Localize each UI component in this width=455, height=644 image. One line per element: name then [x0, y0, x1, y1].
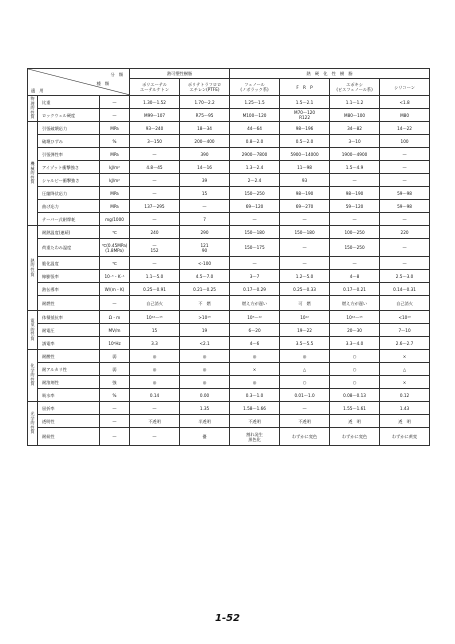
property-value: 39	[180, 174, 230, 187]
resin-property-table	[27, 68, 430, 446]
property-value: ◎	[180, 363, 230, 376]
property-name: 曲げ応力	[38, 200, 100, 213]
property-value: 0.25〜0.91	[130, 283, 180, 296]
property-value: —	[330, 213, 380, 226]
property-value: 59〜98	[380, 187, 430, 200]
table-row	[28, 239, 430, 257]
property-value: 自己消火	[380, 296, 430, 311]
property-value: 69〜270	[280, 200, 330, 213]
property-name: 熱伝導率	[38, 283, 100, 296]
property-unit: 10⁻⁵・K⁻¹	[100, 270, 130, 283]
property-value: 3.3	[130, 337, 180, 350]
property-value: 14〜16	[180, 161, 230, 174]
property-name: アイゾット衝撃強さ	[38, 161, 100, 174]
property-value: —	[130, 187, 180, 200]
property-value: 18〜34	[180, 122, 230, 135]
property-value: 3.3〜4.0	[330, 337, 380, 350]
property-value: —	[180, 200, 230, 213]
property-value: 220	[380, 226, 430, 239]
property-value: 240	[130, 226, 180, 239]
property-value: 0.17〜0.29	[230, 283, 280, 296]
property-value: 10¹⁴〜¹⁵	[130, 311, 180, 324]
thermoplastic-header: 熱可塑性樹脂	[130, 69, 230, 79]
property-value: 1.25〜1.5	[230, 96, 280, 109]
property-value: わずかに黄変	[380, 428, 430, 446]
property-name: 耐酸性	[38, 350, 100, 363]
property-value: 93	[280, 174, 330, 187]
property-value: 137〜295	[130, 200, 180, 213]
property-value: 透 明	[330, 415, 380, 428]
property-name: 引張破壊応力	[38, 122, 100, 135]
property-value: ◎	[130, 363, 180, 376]
property-value: <1.8	[380, 96, 430, 109]
property-value: 100	[380, 135, 430, 148]
property-value: >10¹⁶	[180, 311, 230, 324]
table-row	[28, 148, 430, 161]
property-name: 耐燃性	[38, 296, 100, 311]
property-value: —	[380, 239, 430, 257]
property-value: —	[380, 161, 430, 174]
property-value: 燃え方が遅い	[330, 296, 380, 311]
property-value: 0.3〜1.0	[230, 389, 280, 402]
property-value: 半透明	[180, 415, 230, 428]
table-row	[28, 324, 430, 337]
table-row	[28, 415, 430, 428]
group-label-text: 化学的性質	[30, 363, 35, 387]
property-value: M70〜120 R122	[280, 109, 330, 122]
property-value: 390	[180, 148, 230, 161]
property-value: 1.1〜1.2	[330, 96, 380, 109]
property-value: ×	[230, 363, 280, 376]
property-value: 150〜175	[230, 239, 280, 257]
property-unit: —	[100, 428, 130, 446]
property-value: 14〜22	[380, 122, 430, 135]
property-name: 引張弾性率	[38, 148, 100, 161]
property-value: ○	[330, 376, 380, 389]
property-value: 7〜10	[380, 324, 430, 337]
table-row	[28, 337, 430, 350]
property-value: 0.5〜2.0	[280, 135, 330, 148]
property-value: —	[380, 213, 430, 226]
property-value: 7	[180, 213, 230, 226]
property-value: 10¹²	[280, 311, 330, 324]
property-value: 100〜250	[330, 226, 380, 239]
table-row	[28, 109, 430, 122]
property-value: 不 燃	[180, 296, 230, 311]
table-row	[28, 213, 430, 226]
property-value: M99〜107	[130, 109, 180, 122]
table-row	[28, 200, 430, 213]
property-value: ○	[280, 376, 330, 389]
group-label-thermal	[28, 226, 38, 311]
property-value: 1.58〜1.66	[230, 402, 280, 415]
property-value: <-100	[180, 257, 230, 270]
property-value: 150〜180	[280, 226, 330, 239]
property-value: 5900〜14000	[280, 148, 330, 161]
table-row	[28, 270, 430, 283]
page-number: 1-52	[214, 613, 241, 624]
property-unit: MPa	[100, 200, 130, 213]
property-unit: W/(m・K)	[100, 283, 130, 296]
property-unit: kJ/m²	[100, 174, 130, 187]
material-header-4: エポキシ (ビスフェノール系)	[330, 79, 380, 96]
group-label-electrical	[28, 311, 38, 350]
property-value: —	[130, 148, 180, 161]
property-name: シャルピー衝撃強さ	[38, 174, 100, 187]
property-value: 3〜150	[130, 135, 180, 148]
property-value: 150〜250	[330, 239, 380, 257]
property-name: 誘電率	[38, 337, 100, 350]
property-value: 98〜196	[280, 122, 330, 135]
property-value: ×	[380, 376, 430, 389]
material-header-0: ポリエーテル エーテルケトン	[130, 79, 180, 96]
property-value: —	[330, 174, 380, 187]
property-value: 44〜64	[230, 122, 280, 135]
table-row	[28, 428, 430, 446]
property-unit: kJ/m²	[100, 161, 130, 174]
property-name: 線膨張率	[38, 270, 100, 283]
table-row	[28, 122, 430, 135]
property-value: 0.12	[380, 389, 430, 402]
property-value: 1.70〜2.2	[180, 96, 230, 109]
table-row	[28, 135, 430, 148]
material-header-2: フェノール (ノボラック系)	[230, 79, 280, 96]
property-value: 0.8〜2.0	[230, 135, 280, 148]
group-label-text: 物理的性質	[30, 96, 35, 120]
table-row	[28, 226, 430, 239]
property-value: 0.14〜0.31	[380, 283, 430, 296]
property-name: 比重	[38, 96, 100, 109]
property-value: M80	[380, 109, 430, 122]
property-value: 2.6〜2.7	[380, 337, 430, 350]
property-unit: MPa	[100, 122, 130, 135]
property-name: 荷重たわみ温度	[38, 239, 100, 257]
property-value: 6〜20	[230, 324, 280, 337]
property-value: 93〜240	[130, 122, 180, 135]
property-value: 1.3〜2.4	[230, 161, 280, 174]
property-name: 体積抵抗率	[38, 311, 100, 324]
property-value: —	[280, 239, 330, 257]
table-row	[28, 363, 430, 376]
table-row	[28, 402, 430, 415]
property-name: 屈折率	[38, 402, 100, 415]
group-label-text: 熱的性質	[30, 257, 35, 277]
property-value: 不透明	[130, 415, 180, 428]
property-value: 98〜190	[330, 187, 380, 200]
property-value: 11〜98	[280, 161, 330, 174]
property-value: 10¹⁴〜¹⁵	[330, 311, 380, 324]
property-name: 耐熱温度(連続)	[38, 226, 100, 239]
property-value: 1900〜4900	[330, 148, 380, 161]
property-value: 0.14	[130, 389, 180, 402]
property-unit: —	[100, 296, 130, 311]
property-unit: %	[100, 135, 130, 148]
group-label-mechanical	[28, 122, 38, 226]
property-value: 34〜82	[330, 122, 380, 135]
property-value: 15	[130, 324, 180, 337]
property-name: 破壊ひずみ	[38, 135, 100, 148]
property-value: 0.25〜0.33	[280, 283, 330, 296]
property-value: <2.1	[180, 337, 230, 350]
property-value: 1.55〜1.61	[330, 402, 380, 415]
group-label-optical	[28, 402, 38, 446]
property-value: 1.1〜5.0	[130, 270, 180, 283]
property-value: 15	[180, 187, 230, 200]
table-row	[28, 311, 430, 324]
property-value: 不透明	[280, 415, 330, 428]
table-row	[28, 350, 430, 363]
property-unit: MPa	[100, 148, 130, 161]
property-value: ◎	[130, 376, 180, 389]
property-value: わずかに変色	[330, 428, 380, 446]
property-value: ○	[330, 350, 380, 363]
property-value: ◎	[280, 350, 330, 363]
property-name: 耐アルカリ性	[38, 363, 100, 376]
property-name: 吸水率	[38, 389, 100, 402]
property-value: 19	[180, 324, 230, 337]
property-value: 0.01〜1.0	[280, 389, 330, 402]
property-unit: MPa	[100, 187, 130, 200]
group-label-text: 電気的性質	[30, 317, 35, 341]
property-value: —	[380, 174, 430, 187]
property-value: 2.5〜3.0	[380, 270, 430, 283]
property-unit: %	[100, 389, 130, 402]
property-value: 可 燃	[280, 296, 330, 311]
property-value: 59〜120	[330, 200, 380, 213]
property-value: 1.2〜5.0	[280, 270, 330, 283]
group-label-chemical	[28, 350, 38, 402]
property-value: — 152	[130, 239, 180, 257]
property-value: 1.35	[180, 402, 230, 415]
property-value: 4.8〜45	[130, 161, 180, 174]
property-value: 3〜10	[330, 135, 380, 148]
property-value: —	[230, 213, 280, 226]
property-unit: MV/m	[100, 324, 130, 337]
property-value: ◎	[230, 376, 280, 389]
property-value: 3〜7	[230, 270, 280, 283]
property-unit: ℃(0.45MPa) (1.8MPa)	[100, 239, 130, 257]
property-value: 121 90	[180, 239, 230, 257]
table-row	[28, 376, 430, 389]
property-value: 150〜250	[230, 187, 280, 200]
property-value: —	[130, 402, 180, 415]
table-row	[28, 257, 430, 270]
corner-label-shurui: 種 類	[96, 81, 110, 86]
property-value: 0.08〜0.13	[330, 389, 380, 402]
property-unit: mg/1000	[100, 213, 130, 226]
property-value: ◎	[230, 350, 280, 363]
property-value: <10¹³	[380, 311, 430, 324]
property-value: ○	[330, 363, 380, 376]
property-value: 1.30〜1.52	[130, 96, 180, 109]
material-header-5: シリコーン	[380, 79, 430, 96]
property-value: R75〜95	[180, 109, 230, 122]
property-value: —	[380, 257, 430, 270]
property-value: 燃え方が遅い	[230, 296, 280, 311]
property-value: △	[380, 363, 430, 376]
property-value: —	[230, 257, 280, 270]
property-value: —	[280, 402, 330, 415]
property-value: 割れ発生 黒色化	[230, 428, 280, 446]
property-value: 4.5〜7.0	[180, 270, 230, 283]
material-header-1: ポリテトラフロロ エチレン(PTFE)	[180, 79, 230, 96]
table-row	[28, 389, 430, 402]
table-row	[28, 187, 430, 200]
group-label-text: 光学的性質	[30, 411, 35, 435]
property-unit: —	[100, 109, 130, 122]
property-unit: ℃	[100, 226, 130, 239]
property-value: 1.5〜4.9	[330, 161, 380, 174]
property-unit: Ω・m	[100, 311, 130, 324]
property-value: 69〜120	[230, 200, 280, 213]
property-value: 優	[180, 428, 230, 446]
property-value: 98〜190	[280, 187, 330, 200]
group-label-physical	[28, 96, 38, 122]
property-value: △	[280, 363, 330, 376]
property-value: —	[280, 213, 330, 226]
property-unit: —	[100, 402, 130, 415]
property-value: ◎	[130, 350, 180, 363]
property-name: テーバー式耐摩耗	[38, 213, 100, 226]
property-value: —	[380, 148, 430, 161]
property-value: 1.43	[380, 402, 430, 415]
property-value: 0.21〜0.25	[180, 283, 230, 296]
property-value: 自己消火	[130, 296, 180, 311]
property-unit: —	[100, 96, 130, 109]
property-value: わずかに変色	[280, 428, 330, 446]
property-value: ◎	[180, 376, 230, 389]
table-row	[28, 174, 430, 187]
property-value: M80〜100	[330, 109, 380, 122]
property-name: 耐溶剤性	[38, 376, 100, 389]
property-unit: 弱	[100, 350, 130, 363]
property-value: 200〜400	[180, 135, 230, 148]
property-value: —	[130, 213, 180, 226]
property-unit: 10⁶Hz	[100, 337, 130, 350]
property-value: M100〜120	[230, 109, 280, 122]
property-value: 0.17〜0.21	[330, 283, 380, 296]
property-value: —	[130, 257, 180, 270]
property-table-sheet	[27, 68, 429, 446]
property-name: 耐候性	[38, 428, 100, 446]
property-value: —	[330, 257, 380, 270]
property-value: 2900〜7800	[230, 148, 280, 161]
property-value: —	[130, 428, 180, 446]
property-value: 3.5〜5.5	[280, 337, 330, 350]
property-unit: 弱	[100, 363, 130, 376]
property-value: 150〜180	[230, 226, 280, 239]
property-value: 10⁹〜¹²	[230, 311, 280, 324]
property-value: —	[130, 174, 180, 187]
corner-label-tekiyo: 適 用	[31, 88, 44, 93]
property-value: 0.00	[180, 389, 230, 402]
property-value: ×	[380, 350, 430, 363]
property-value: 透 明	[380, 415, 430, 428]
material-header-3: F R P	[280, 79, 330, 96]
property-value: 4〜8	[330, 270, 380, 283]
property-value: 1.5〜2.1	[280, 96, 330, 109]
property-name: 圧縮降伏応力	[38, 187, 100, 200]
property-unit: —	[100, 415, 130, 428]
property-unit: 強	[100, 376, 130, 389]
thermoset-header: 熱 硬 化 性 樹 脂	[230, 69, 430, 79]
property-value: 19〜22	[280, 324, 330, 337]
property-value: 290	[180, 226, 230, 239]
property-value: 不透明	[230, 415, 280, 428]
property-name: 脆化温度	[38, 257, 100, 270]
property-value: 59〜98	[380, 200, 430, 213]
corner-label-bunrui: 分 類	[110, 72, 124, 77]
property-value: —	[280, 257, 330, 270]
property-value: 4〜6	[230, 337, 280, 350]
property-unit: ℃	[100, 257, 130, 270]
group-label-text: 機械的性質	[30, 161, 35, 185]
table-row	[28, 296, 430, 311]
property-value: 20〜30	[330, 324, 380, 337]
property-value: 2〜2.4	[230, 174, 280, 187]
property-name: 耐電圧	[38, 324, 100, 337]
table-row	[28, 96, 430, 109]
property-value: ◎	[180, 350, 230, 363]
table-row	[28, 161, 430, 174]
header-corner-cell	[28, 69, 130, 96]
property-name: 透明性	[38, 415, 100, 428]
property-name: ロックウェル硬度	[38, 109, 100, 122]
table-row	[28, 283, 430, 296]
